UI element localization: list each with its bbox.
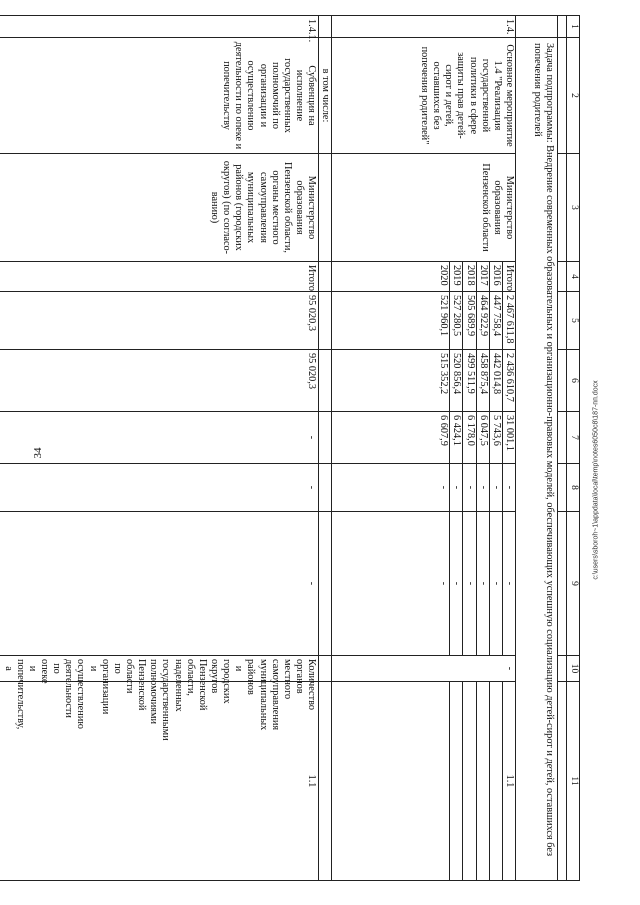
file-path-footer: c:\users\sboroh~1\appdata\local\temp\notes6050c8\187-пп.docx	[592, 380, 600, 580]
cell-c6: 515 352,2	[332, 350, 450, 412]
cell-c9: -	[489, 512, 502, 656]
indicator-cell: Количество органов местного самоуправления муниципальных районов и городских округов Пензенской области, наделенных государственными полномочиями Пензенской области по организации и осуществлению деятельности по опеке и попечительству, а	[0, 656, 319, 682]
header-cell: 9	[567, 512, 580, 656]
row-number: 1.4.1.	[0, 16, 319, 38]
year-cell: 2019	[450, 262, 463, 292]
program-table	[0, 15, 580, 881]
cell-c7: 31 001,1	[502, 412, 515, 464]
table-row	[502, 16, 515, 881]
blank-row	[558, 16, 567, 881]
header-row	[567, 16, 580, 881]
cell-c7: 5 743,6	[489, 412, 502, 464]
cell-c9: -	[332, 512, 450, 656]
cell-c8: -	[476, 464, 489, 512]
header-cell: 8	[567, 464, 580, 512]
header-cell: 5	[567, 292, 580, 350]
cell-c8: -	[463, 464, 476, 512]
page-number: 34	[32, 447, 44, 459]
cell-c6: 499 511,9	[463, 350, 476, 412]
measure-name: Основное мероприятие 1.4 "Реализация государственной политики в сфере защиты прав детей-сирот и детей, оставшихся без попечения родителей"	[332, 38, 516, 154]
cell-c11: 1.1	[0, 682, 319, 881]
executor: Министерство образования Пензенской области, органы местного самоуправления муниципальных районов (городских округов) (по согласо-ванию)	[0, 154, 319, 262]
cell-c6: 442 014,8	[489, 350, 502, 412]
total-cell: 521 960,1	[332, 292, 450, 350]
in-that-number-label: в том числе:	[319, 38, 332, 154]
cell-c6: 520 856,4	[450, 350, 463, 412]
header-cell: 1	[567, 16, 580, 38]
header-cell: 7	[567, 412, 580, 464]
cell-c9: -	[476, 512, 489, 656]
cell-c7: 6 178,0	[463, 412, 476, 464]
cell-c9: -	[463, 512, 476, 656]
cell-c9: -	[502, 512, 515, 656]
header-cell: 2	[567, 38, 580, 154]
in-that-number-row	[319, 16, 332, 881]
table-row	[0, 16, 319, 881]
year-cell: 2020	[332, 262, 450, 292]
cell-c6: 95 020,3	[0, 350, 319, 412]
cell-c11: 1.1	[502, 682, 515, 881]
total-cell: 2 467 611,8	[502, 292, 515, 350]
cell-c9: -	[0, 512, 319, 656]
total-cell: 527 280,5	[450, 292, 463, 350]
task-row	[516, 16, 558, 881]
year-cell: 2018	[463, 262, 476, 292]
cell-c8: -	[450, 464, 463, 512]
cell-c8: -	[332, 464, 450, 512]
total-cell: 95 020,3	[0, 292, 319, 350]
total-cell: 505 689,9	[463, 292, 476, 350]
header-cell: 10	[567, 656, 580, 682]
total-cell: 447 758,4	[489, 292, 502, 350]
cell-c7: 6 424,1	[450, 412, 463, 464]
cell-c8: -	[0, 464, 319, 512]
year-cell: 2017	[476, 262, 489, 292]
year-cell: Итого	[0, 262, 319, 292]
indicator-cell: -	[332, 656, 516, 682]
cell-c7: -	[0, 412, 319, 464]
row-number: 1.4.	[332, 16, 516, 38]
cell-c8: -	[502, 464, 515, 512]
year-cell: 2016	[489, 262, 502, 292]
header-cell: 4	[567, 262, 580, 292]
total-cell: 464 922,9	[476, 292, 489, 350]
cell-c6: 458 875,4	[476, 350, 489, 412]
cell-c6: 2 436 610,7	[502, 350, 515, 412]
header-cell: 3	[567, 154, 580, 262]
year-cell: Итого	[502, 262, 515, 292]
task-text: Задача подпрограммы: Внедрение современных образовательных и организационно-правовых моделей, обеспечивающих успешную социализацию детей-сирот и детей, оставшихся без попечения родителей	[516, 38, 558, 881]
header-cell: 11	[567, 682, 580, 881]
cell-c7: 6 607,9	[332, 412, 450, 464]
header-cell: 6	[567, 350, 580, 412]
cell-c7: 6 047,5	[476, 412, 489, 464]
measure-name: Субвенция на исполнение государственных полномочий по организации и осуществлению деятельности по опеке и попечительству	[0, 38, 319, 154]
executor: Министерство образования Пензенской области	[332, 154, 516, 262]
rotated-page	[2, 15, 580, 880]
cell-c9: -	[450, 512, 463, 656]
cell-c8: -	[489, 464, 502, 512]
